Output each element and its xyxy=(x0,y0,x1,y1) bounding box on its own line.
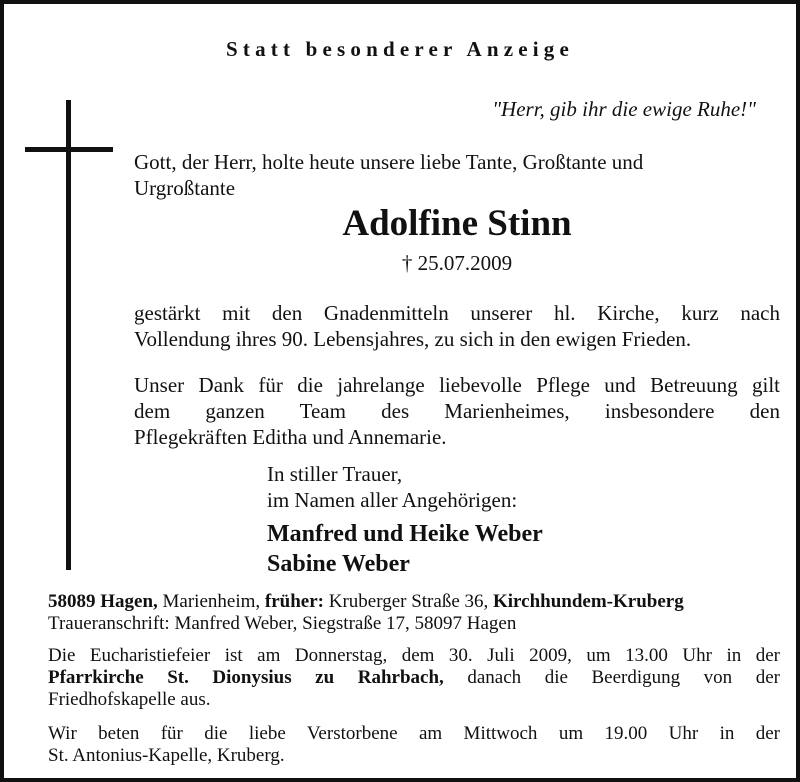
address-city: 58089 Hagen, xyxy=(48,591,158,612)
address-line xyxy=(48,591,780,613)
address-place: Marienheim, xyxy=(157,591,265,612)
thanks-line-3: Pflegekräften Editha und Annemarie. xyxy=(134,425,447,449)
mass-line-2-rest: danach die Beerdigung von der xyxy=(443,667,780,688)
mass-line-3: Friedhofskapelle aus. xyxy=(48,689,211,710)
cross-icon xyxy=(66,100,71,570)
address-former-street: Kruberger Straße 36, xyxy=(323,591,493,612)
paragraph-thanks xyxy=(134,372,780,450)
address-former-place: Kirchhundem-Kruberg xyxy=(493,591,684,612)
mass-church: Pfarrkirche St. Dionysius zu Rahrbach, xyxy=(48,667,444,688)
thanks-line-2: dem ganzen Team des Marienheimes, insbesondere den xyxy=(134,399,780,423)
death-date: † 25.07.2009 xyxy=(401,251,513,275)
farewell-line-1: gestärkt mit den Gnadenmitteln unserer hl. Kirche, kurz nach xyxy=(134,301,780,325)
bible-quote: "Herr, gib ihr die ewige Ruhe!" xyxy=(492,97,756,121)
deceased-name: Adolfine Stinn xyxy=(342,203,572,244)
paragraph-farewell xyxy=(134,300,780,352)
mass-notice xyxy=(48,645,780,711)
mourner-name: Manfred und Heike Weber xyxy=(267,521,543,547)
prayer-notice xyxy=(48,723,780,767)
farewell-line-2: Vollendung ihres 90. Lebensjahres, zu sich in den ewigen Frieden. xyxy=(134,327,692,351)
mass-line-2 xyxy=(48,667,780,689)
mourning-address: Traueranschrift: Manfred Weber, Siegstraße 17, 58097 Hagen xyxy=(48,613,517,634)
intro-line-1: Gott, der Herr, holte heute unsere liebe Tante, Großtante und xyxy=(134,150,644,174)
mourning-line-1: In stiller Trauer, xyxy=(267,462,403,486)
intro-paragraph xyxy=(134,149,780,201)
mourners-list xyxy=(267,519,543,579)
address-block xyxy=(48,591,780,635)
prayer-line-2: St. Antonius-Kapelle, Kruberg. xyxy=(48,745,285,766)
prayer-line-1: Wir beten für die liebe Verstorbene am Mittwoch um 19.00 Uhr in der xyxy=(48,723,780,744)
mass-line-1: Die Eucharistiefeier ist am Donnerstag, dem 30. Juli 2009, um 13.00 Uhr in der xyxy=(48,645,780,666)
thanks-line-1: Unser Dank für die jahrelange liebevolle Pflege und Betreuung gilt xyxy=(134,373,780,397)
mourning-line-2: im Namen aller Angehörigen: xyxy=(267,488,518,512)
address-former-label: früher: xyxy=(264,591,324,612)
mourning-text xyxy=(267,461,517,513)
cross-icon-crossbar xyxy=(25,147,113,152)
intro-line-2: Urgroßtante xyxy=(134,176,236,200)
notice-header: Statt besonderer Anzeige xyxy=(226,37,574,61)
mourner-name: Sabine Weber xyxy=(267,551,410,577)
